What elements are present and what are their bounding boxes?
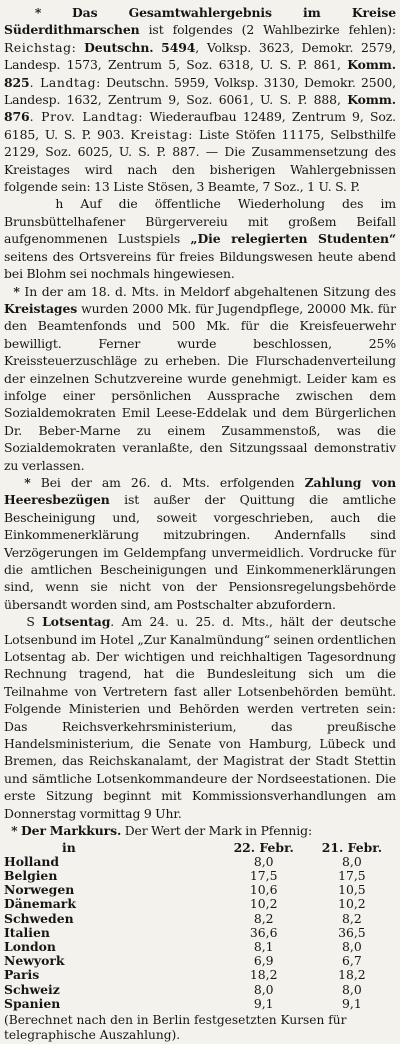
country-name: Norwegen <box>4 882 75 898</box>
party-name: Deutschn. <box>84 39 154 55</box>
article-marker: * <box>24 474 31 490</box>
article-heeresbezuege <box>4 474 396 613</box>
column-header-21-febr: 21. Febr. <box>321 839 383 855</box>
rate-21-febr: 36,5 <box>338 924 366 940</box>
article-text: . Am 24. u. 25. d. Mts., hält der deutsche Lotsenbund im Hotel „Zur Kanalmündung“ seinen ordentlichen Lotsentag ab. Der wichtigen und reichhaltigen Tagesordnung Rechnung tragend, hat die Bundesleitung sich um die Teilnahme von Vertretern fast aller Lotsenbehörden bemüht. Folgende Ministerien und Behörden werden vertreten sein: Das Reichsverkehrsministerium, das preußische Handelsministerium, die Senate von Hamburg, Lübeck und Bremen, das Reichskanalamt, der Magistrat der Stadt Stettin und sämtliche Lotsenkommandeure der Nordseestationen. Die erste Sitzung beginnt mit Kommissionsverhandlungen am Donnerstag vormittag 9 Uhr. <box>4 614 396 821</box>
rate-21-febr: 10,2 <box>338 896 366 912</box>
rate-22-febr: 8,2 <box>253 910 274 926</box>
article-text: Auf die öffentliche Wiederholung des im Brunsbüttelhafener Bürgervereiu mit großem Beifall aufgenommenen Lustspiels <box>4 196 396 247</box>
article-text: ist außer der Quittung die amtliche Bescheinigung und, soweit vorgeschrieben, auch die Einkommenerklärung mitzubringen. Andernfalls sind Verzögerungen im Geldempfang unvermeidlich. Vordrucke für die amtlichen Bescheinigungen und Einkommenerklärungen sind, wenn sie nicht von der Pensionsregelungsbehörde übersandt worden sind, am Postschalter abzufordern. <box>4 492 396 612</box>
table-row <box>4 926 396 940</box>
keyword-zahlung: Zahlung von Heeresbezügen <box>4 474 397 508</box>
article-text: , Volksp. 3623, Demokr. 2579, Landesp. 1573, Zentrum 5, Soz. 6318, U. S. P. 861, <box>4 39 396 73</box>
article-marker: h <box>55 196 64 212</box>
article-text: Der Wert der Mark in Pfennig: <box>121 823 313 839</box>
article-text: seitens des Ortsvereins für freies Bildungswesen heute abend bei Blohm sei nochmals hingewiesen. <box>4 248 396 282</box>
table-row <box>4 855 396 869</box>
article-marker: * <box>11 823 18 839</box>
rate-21-febr: 8,0 <box>342 981 362 997</box>
party-result: Komm. 876 <box>4 92 396 125</box>
table-row <box>4 983 396 997</box>
country-name: Spanien <box>4 995 61 1011</box>
rate-22-febr: 8,0 <box>253 981 274 997</box>
article-markkurs <box>4 822 396 839</box>
rate-22-febr: 17,5 <box>249 867 278 883</box>
column-header-22-febr: 22. Febr. <box>233 839 294 855</box>
party-result: Komm. 825 <box>4 57 396 90</box>
article-lotsentag <box>4 613 396 822</box>
article-marker: * <box>13 283 20 299</box>
table-row <box>4 940 396 954</box>
rate-21-febr: 6,7 <box>342 953 362 969</box>
table-footnote: (Berechnet nach den in Berlin festgesetzten Kursen für telegraphische Auszahlung). <box>4 1012 347 1043</box>
article-lustspiel <box>4 195 396 282</box>
section-label-provlandtag: . Prov. Landtag: <box>29 109 144 125</box>
country-name: Belgien <box>4 867 58 883</box>
article-wahlergebnis <box>4 4 396 195</box>
keyword-lotsentag: Lotsentag <box>42 614 111 630</box>
article-text: ist folgendes (2 Wahlbezirke fehlen): <box>139 22 396 38</box>
table-row <box>4 997 396 1011</box>
play-title: „Die relegierten Studenten“ <box>190 231 396 247</box>
country-name: Holland <box>4 853 60 869</box>
vote-count: 5494 <box>161 39 196 55</box>
rate-22-febr: 10,2 <box>249 896 278 912</box>
rate-21-febr: 10,5 <box>338 882 366 898</box>
article-text: Deutschn. 5959, Volksp. 3130, Demokr. 2500, Landesp. 1632, Zentrum 9, Soz. 6061, U. S. P. 888, <box>4 74 396 108</box>
table-row <box>4 883 396 897</box>
exchange-rate-rows <box>4 855 396 1011</box>
article-kreistag <box>4 283 396 474</box>
keyword-kreistages: Kreistages <box>4 300 78 316</box>
article-text: wurden 2000 Mk. für Jugendpflege, 20000 Mk. für den Beamtenfonds und 500 Mk. für die Kreisfeuerwehr bewilligt. Ferner wurde beschlossen, 25% Kreissteuerzuschläge zu erheben. Die Flurschadenverteilung der einzelnen Schutzvereine wurde genehmigt. Leider kam es infolge einer persönlichen Aussprache zwischen dem Sozialdemokraten Emil Leese-Eddelak und dem Bürgerlichen Dr. Beber-Marne zu einem Zusammenstoß, was die Sozialdemokraten veranlaßte, den Sitzungssaal demonstrativ zu verlassen. <box>4 300 396 473</box>
rate-22-febr: 6,9 <box>253 953 274 969</box>
table-row <box>4 968 396 982</box>
article-marker: * <box>34 5 42 20</box>
rate-21-febr: 17,5 <box>338 867 366 883</box>
country-name: London <box>4 938 56 954</box>
rate-22-febr: 10,6 <box>249 882 278 898</box>
section-label-landtag: . Landtag: <box>29 74 101 90</box>
table-row <box>4 897 396 911</box>
rate-22-febr: 8,0 <box>253 853 274 869</box>
article-text: Wiederaufbau 12489, Zentrum 9, Soz. 6185, U. S. P. 903. <box>4 109 396 142</box>
rate-21-febr: 18,2 <box>338 967 366 983</box>
country-name: Schweden <box>4 910 74 926</box>
article-text: Liste Stöfen 11175, Selbsthilfe 2129, Soz. 6025, U. S. P. 887. — Die Zusammensetzung des Kreistages wird nach den bisherigen Wahlergebnissen folgende sein: 13 Liste Stösen, 3 Beamte, 7 Soz., 1 U. S. P. <box>4 126 396 195</box>
country-name: Dänemark <box>4 896 76 912</box>
article-headline: Das Gesamtwahlergebnis im Kreise Süderdithmarschen <box>4 5 396 38</box>
rate-22-febr: 8,1 <box>253 938 274 954</box>
rate-21-febr: 8,0 <box>342 938 362 954</box>
table-header-row <box>4 841 396 855</box>
rate-21-febr: 9,1 <box>342 995 362 1011</box>
table-row <box>4 869 396 883</box>
country-name: Paris <box>4 967 40 983</box>
rate-22-febr: 9,1 <box>253 995 274 1011</box>
rate-22-febr: 18,2 <box>249 967 278 983</box>
country-name: Schweiz <box>4 981 60 997</box>
exchange-rate-table <box>4 841 396 1011</box>
rate-21-febr: 8,2 <box>342 910 362 926</box>
article-marker: S <box>26 614 35 630</box>
article-text: Bei der am 26. d. Mts. erfolgenden <box>30 474 305 490</box>
rate-22-febr: 36,6 <box>249 924 278 940</box>
section-label-reichstag: Reichstag: <box>4 39 77 55</box>
country-name: Newyork <box>4 953 65 969</box>
article-headline: Der Markkurs. <box>21 823 122 839</box>
table-row <box>4 954 396 968</box>
country-name: Italien <box>4 924 50 940</box>
article-text: In der am 18. d. Mts. in Meldorf abgehaltenen Sitzung des <box>19 283 396 299</box>
table-row <box>4 912 396 926</box>
rate-21-febr: 8,0 <box>342 853 362 869</box>
section-label-kreistag: Kreistag: <box>130 126 194 142</box>
column-header-in: in <box>62 839 76 855</box>
